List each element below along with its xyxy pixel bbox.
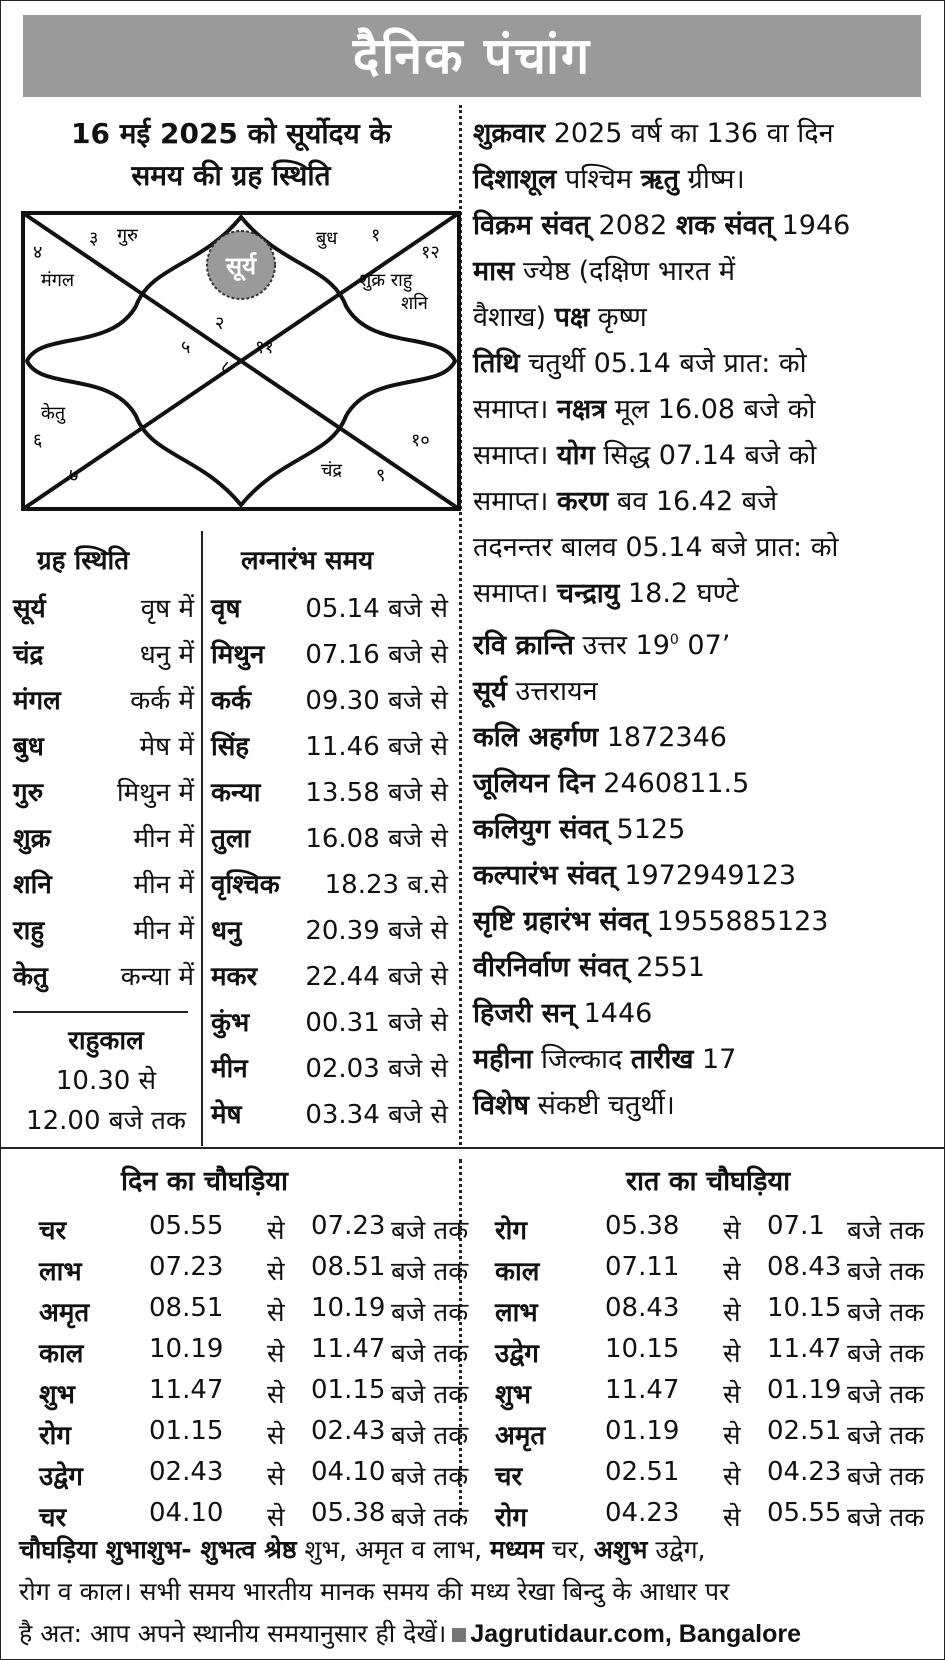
choghadiya-from: 05.38 (605, 1211, 680, 1241)
choghadiya-name: चर (39, 1216, 67, 1246)
planet-name: शनि (13, 870, 52, 900)
planet-name: शुक्र (13, 824, 51, 854)
choghadiya-from: 08.43 (605, 1293, 680, 1323)
panchang-line: समाप्त। योग सिद्ध 07.14 बजे को (473, 440, 817, 471)
choghadiya-se: से (267, 1380, 285, 1410)
lagna-time: 11.46 बजे से (305, 732, 448, 762)
choghadiya-tak: बजे तक (391, 1503, 469, 1533)
section-separator (1, 1147, 944, 1149)
planet-name: राहु (13, 916, 45, 946)
choghadiya-se: से (267, 1216, 285, 1246)
house-4-num: ४ (33, 242, 43, 263)
lagna-time: 02.03 बजे से (305, 1054, 448, 1084)
house-2-num: २ (215, 313, 225, 334)
panchang-line: वीरनिर्वाण संवत् 2551 (473, 952, 705, 983)
house-12-num: १२ (421, 242, 440, 263)
day-choghadiya-heading: दिन का चौघड़िया (121, 1166, 289, 1197)
footer-note (19, 1529, 931, 1655)
sun-label: सूर्य (225, 252, 257, 280)
house-7-num: ७ (69, 465, 79, 486)
panchang-line: समाप्त। नक्षत्र मूल 16.08 बजे को (473, 394, 816, 425)
lagna-time: 03.34 बजे से (305, 1100, 448, 1130)
panchang-line: समाप्त। करण बव 16.42 बजे (473, 486, 778, 517)
choghadiya-tak: बजे तक (391, 1421, 469, 1451)
kundali-title (21, 113, 441, 197)
choghadiya-from: 07.23 (149, 1252, 224, 1282)
house-3-label: गुरु (117, 225, 138, 246)
choghadiya-from: 02.43 (149, 1457, 224, 1487)
panchang-line: दिशाशूल पश्चिम ऋतु ग्रीष्म। (473, 164, 745, 195)
lagna-sign: मकर (211, 962, 258, 992)
house-12-label: शुक्र राहु (359, 270, 413, 291)
choghadiya-tak: बजे तक (847, 1216, 925, 1246)
choghadiya-se: से (723, 1339, 741, 1369)
choghadiya-se: से (267, 1257, 285, 1287)
choghadiya-to: 01.15 (311, 1375, 386, 1405)
night-choghadiya-heading: रात का चौघड़िया (626, 1166, 791, 1197)
planet-name: मंगल (13, 686, 61, 716)
lagna-sign: कन्या (211, 778, 261, 808)
house-1-num: १ (371, 225, 381, 246)
panchang-line: विशेष संकष्टी चतुर्थी। (473, 1090, 675, 1121)
credit-text: Jagrutidaur.com, Bangalore (470, 1620, 802, 1648)
planet-name: बुध (13, 732, 44, 762)
choghadiya-tak: बजे तक (391, 1216, 469, 1246)
house-3-num: ३ (89, 228, 99, 249)
choghadiya-to: 08.51 (311, 1252, 386, 1282)
planets-heading: ग्रह स्थिति (37, 546, 130, 576)
choghadiya-tak: बजे तक (391, 1257, 469, 1287)
choghadiya-to: 10.15 (767, 1293, 842, 1323)
choghadiya-name: चर (495, 1462, 523, 1492)
planet-sign: मीन में (133, 870, 194, 900)
rahukaal-line1: 10.30 से (55, 1066, 157, 1096)
lagna-time: 07.16 बजे से (305, 640, 448, 670)
choghadiya-se: से (267, 1421, 285, 1451)
footer-line3: है अत: आप अपने स्थानीय समयानुसार ही देखें। Jagrutidaur.com, Bangalore (19, 1619, 802, 1648)
lagna-sign: तुला (211, 824, 251, 854)
choghadiya-from: 10.19 (149, 1334, 224, 1364)
choghadiya-se: से (267, 1462, 285, 1492)
lagna-time: 16.08 बजे से (305, 824, 448, 854)
house-5-num: ५ (181, 337, 191, 358)
choghadiya-name: शुभ (495, 1380, 531, 1410)
choghadiya-to: 07.1 (767, 1211, 825, 1241)
choghadiya-name: उद्वेग (495, 1339, 539, 1369)
choghadiya-from: 02.51 (605, 1457, 680, 1487)
planet-name: सूर्य (13, 594, 46, 624)
lagna-sign: मिथुन (211, 640, 265, 670)
choghadiya-tak: बजे तक (847, 1462, 925, 1492)
planet-sign: मीन में (133, 916, 194, 946)
choghadiya-to: 11.47 (311, 1334, 386, 1364)
choghadiya-from: 07.11 (605, 1252, 680, 1282)
choghadiya-tak: बजे तक (847, 1257, 925, 1287)
choghadiya-se: से (723, 1421, 741, 1451)
panchang-line: तदनन्तर बालव 05.14 बजे प्रात: को (473, 532, 839, 563)
panchang-line: कलियुग संवत् 5125 (473, 814, 686, 845)
choghadiya-name: लाभ (39, 1257, 82, 1287)
lagna-heading: लग्नारंभ समय (241, 546, 374, 576)
lagna-time: 18.23 ब.से (324, 870, 448, 900)
choghadiya-name: चर (39, 1503, 67, 1533)
choghadiya-to: 04.23 (767, 1457, 842, 1487)
panchang-line: महीना जिल्काद तारीख 17 (473, 1044, 737, 1075)
choghadiya-se: से (723, 1380, 741, 1410)
choghadiya-to: 08.43 (767, 1252, 842, 1282)
lagna-sign: वृश्चिक (211, 870, 280, 900)
choghadiya-from: 05.55 (149, 1211, 224, 1241)
choghadiya-to: 05.38 (311, 1498, 386, 1528)
lagna-sign: मेष (211, 1100, 242, 1130)
choghadiya-from: 04.23 (605, 1498, 680, 1528)
choghadiya-from: 11.47 (605, 1375, 680, 1405)
planet-sign: कर्क में (130, 686, 194, 716)
panchang-line: सृष्टि ग्रहारंभ संवत् 1955885123 (473, 906, 829, 937)
rahukaal-line2: 12.00 बजे तक (26, 1106, 186, 1136)
house-9-label: चंद्र (321, 460, 342, 481)
planet-sign: मिथुन में (116, 778, 194, 808)
choghadiya-tak: बजे तक (847, 1421, 925, 1451)
lagna-time: 09.30 बजे से (305, 686, 448, 716)
choghadiya-to: 02.43 (311, 1416, 386, 1446)
rahukaal-heading: राहुकाल (68, 1026, 144, 1056)
rahukaal-box (11, 1021, 201, 1141)
choghadiya-name: उद्वेग (39, 1462, 83, 1492)
house-6-num: ६ (33, 430, 43, 451)
panchang-line: कलि अहर्गण 1872346 (473, 722, 727, 753)
choghadiya-se: से (723, 1462, 741, 1492)
rahukaal-separator (13, 1011, 188, 1013)
choghadiya-se: से (723, 1216, 741, 1246)
choghadiya-from: 01.15 (149, 1416, 224, 1446)
kundali-title-line2: समय की ग्रह स्थिति (131, 159, 331, 192)
house-6-label: केतु (41, 403, 66, 424)
choghadiya-name: रोग (495, 1503, 528, 1533)
panchang-details (473, 111, 933, 1129)
panchang-line: विक्रम संवत् 2082 शक संवत् 1946 (473, 210, 851, 241)
choghadiya-se: से (267, 1298, 285, 1328)
lagna-sign: वृष (211, 594, 241, 624)
choghadiya-from: 10.15 (605, 1334, 680, 1364)
lagna-time: 00.31 बजे से (305, 1008, 448, 1038)
lagna-time: 22.44 बजे से (305, 962, 448, 992)
house-11-num: ११ (255, 337, 274, 358)
planet-name: केतु (13, 962, 48, 992)
planet-sign: मीन में (133, 824, 194, 854)
choghadiya-se: से (267, 1503, 285, 1533)
choghadiya-name: काल (39, 1339, 84, 1369)
planet-sign: वृष में (140, 594, 194, 624)
choghadiya-name: अमृत (495, 1421, 546, 1451)
choghadiya-tak: बजे तक (847, 1339, 925, 1369)
kundali-diagram (21, 211, 461, 511)
choghadiya-tak: बजे तक (847, 1298, 925, 1328)
house-9-num: ९ (376, 465, 386, 486)
panchang-line: वैशाख) पक्ष कृष्ण (473, 302, 647, 333)
choghadiya-name: काल (495, 1257, 540, 1287)
lagna-sign: कुंभ (211, 1008, 250, 1038)
choghadiya-se: से (723, 1257, 741, 1287)
choghadiya-tak: बजे तक (391, 1339, 469, 1369)
choghadiya-from: 01.19 (605, 1416, 680, 1446)
house-8-num: ८ (221, 357, 231, 378)
planet-sign: मेष में (139, 732, 194, 762)
choghadiya-se: से (723, 1298, 741, 1328)
panchang-line: समाप्त। चन्द्रायु 18.2 घण्टे (473, 578, 739, 609)
choghadiya-tak: बजे तक (391, 1462, 469, 1492)
panchang-line: रवि क्रान्ति उत्तर $19^0$ 07’ (473, 630, 731, 661)
planet-sign: कन्या में (120, 962, 194, 992)
lagna-sign: कर्क (211, 686, 251, 716)
panchang-line: सूर्य उत्तरायन (473, 676, 598, 707)
choghadiya-tak: बजे तक (847, 1503, 925, 1533)
choghadiya-se: से (723, 1503, 741, 1533)
choghadiya-from: 04.10 (149, 1498, 224, 1528)
panchang-line: शुक्रवार 2025 वर्ष का 136 वा दिन (473, 118, 834, 149)
page-title: दैनिक पंचांग (23, 15, 921, 97)
table-divider (201, 531, 203, 1146)
panchang-line: तिथि चतुर्थी 05.14 बजे प्रात: को (473, 348, 807, 379)
choghadiya-from: 08.51 (149, 1293, 224, 1323)
choghadiya-from: 11.47 (149, 1375, 224, 1405)
choghadiya-name: अमृत (39, 1298, 90, 1328)
house-4-label: मंगल (41, 270, 75, 291)
choghadiya-to: 10.19 (311, 1293, 386, 1323)
lagna-sign: मीन (211, 1054, 248, 1084)
choghadiya-to: 04.10 (311, 1457, 386, 1487)
house-1-label: बुध (316, 228, 338, 249)
choghadiya-to: 05.55 (767, 1498, 842, 1528)
choghadiya-tak: बजे तक (391, 1298, 469, 1328)
choghadiya-name: रोग (495, 1216, 528, 1246)
choghadiya-se: से (267, 1339, 285, 1369)
panchang-line: हिजरी सन् 1446 (473, 998, 653, 1029)
square-icon (452, 1628, 466, 1642)
footer-line2: रोग व काल। सभी समय भारतीय मानक समय की मध्य रेखा बिन्दु के आधार पर (19, 1577, 730, 1606)
choghadiya-name: लाभ (495, 1298, 538, 1328)
house-12-label-2: शनि (401, 293, 428, 314)
panchang-line: कल्पारंभ संवत् 1972949123 (473, 860, 797, 891)
choghadiya-to: 01.19 (767, 1375, 842, 1405)
lagna-sign: सिंह (211, 732, 250, 762)
panchang-line: जूलियन दिन 2460811.5 (473, 768, 750, 799)
choghadiya-to: 11.47 (767, 1334, 842, 1364)
choghadiya-name: रोग (39, 1421, 72, 1451)
kundali-title-line1: 16 मई 2025 को सूर्योदय के (71, 117, 391, 150)
house-10-num: १० (411, 430, 430, 451)
choghadiya-name: शुभ (39, 1380, 75, 1410)
footer-line1: चौघड़िया शुभाशुभ- शुभत्व श्रेष्ठ शुभ, अमृत व लाभ, मध्यम चर, अशुभ उद्वेग, (19, 1535, 706, 1564)
planet-name: चंद्र (13, 640, 44, 670)
choghadiya-tak: बजे तक (391, 1380, 469, 1410)
kundali-chart (21, 211, 461, 511)
lagna-time: 05.14 बजे से (305, 594, 448, 624)
lagna-sign: धनु (211, 916, 242, 946)
lagna-time: 13.58 बजे से (305, 778, 448, 808)
planet-name: गुरु (13, 778, 44, 808)
panchang-line: मास ज्येष्ठ (दक्षिण भारत में (473, 256, 736, 287)
planet-sign: धनु में (139, 640, 194, 670)
choghadiya-to: 02.51 (767, 1416, 842, 1446)
lagna-time: 20.39 बजे से (305, 916, 448, 946)
choghadiya-tak: बजे तक (847, 1380, 925, 1410)
choghadiya-to: 07.23 (311, 1211, 386, 1241)
